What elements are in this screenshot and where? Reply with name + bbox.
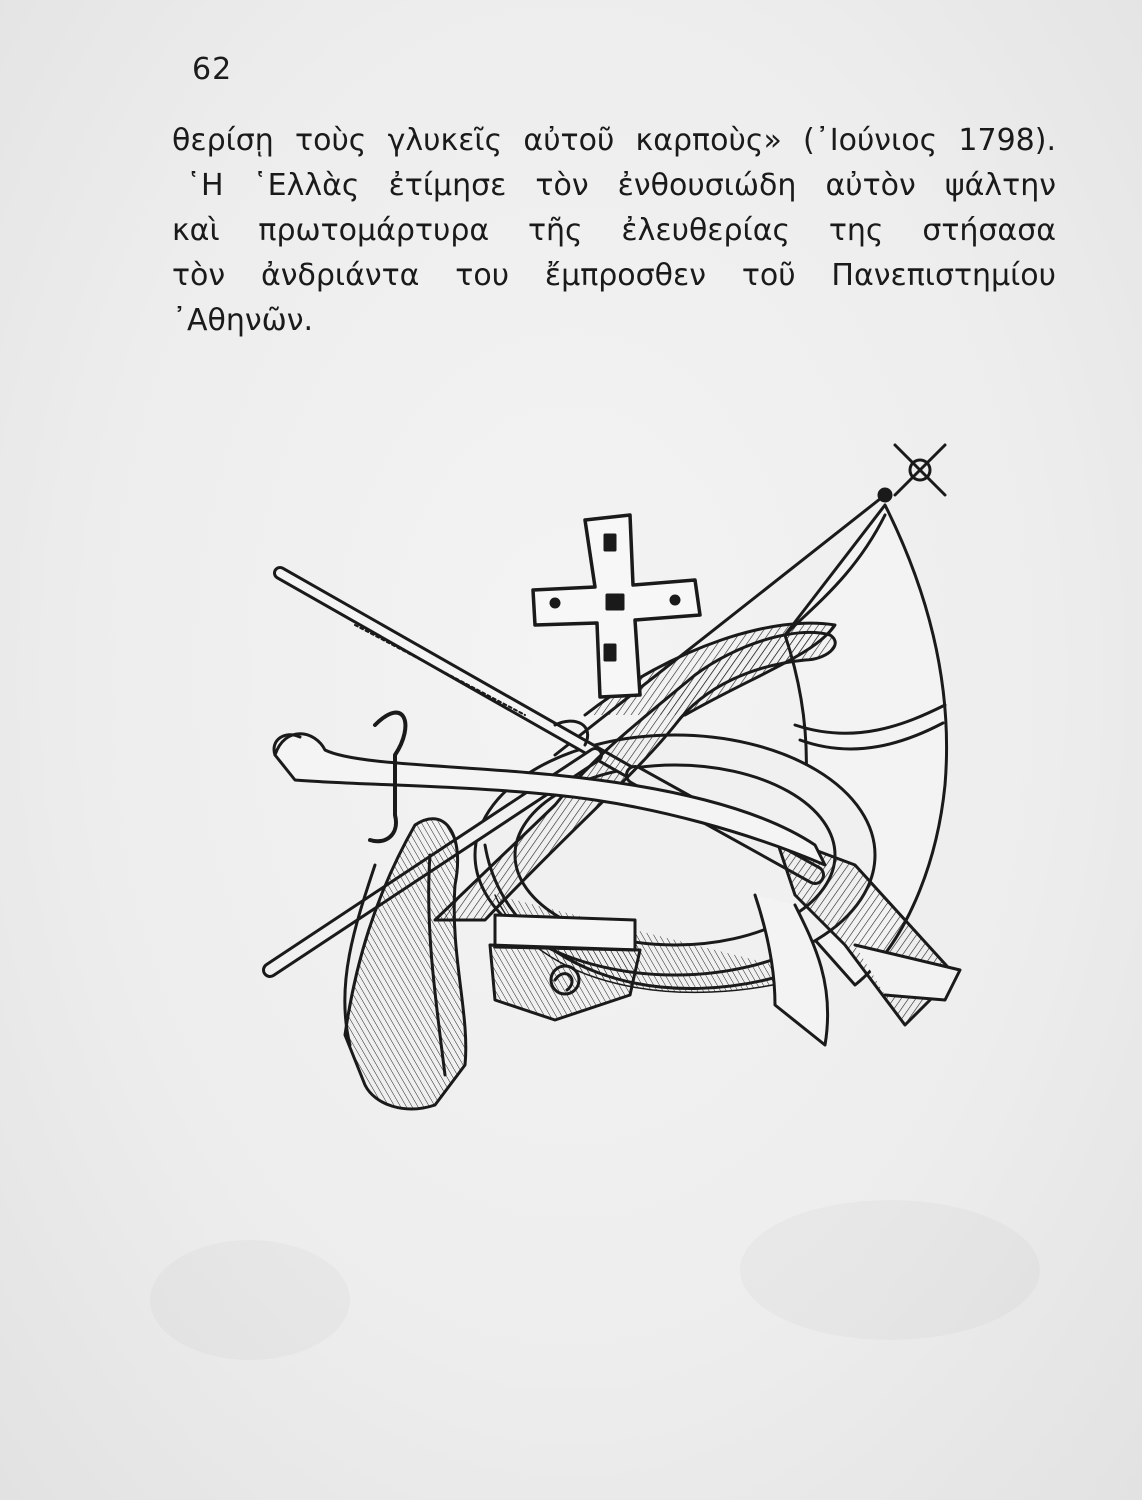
text-line: ᾿Αθηνῶν. xyxy=(172,303,314,338)
text-line: θερίσῃ τοὺς γλυκεῖς αὐτοῦ καρποὺς» (᾿Ιούνιος 1798). xyxy=(172,123,1056,158)
text-line: τὸν ἀνδριάντα του ἔμπροσθεν τοῦ Πανεπιστημίου xyxy=(172,258,1056,293)
text-line: ῾Η ῾Ελλὰς ἐτίμησε τὸν ἐνθουσιώδη αὐτὸν ψάλτην xyxy=(186,168,1056,203)
paper-stain xyxy=(740,1200,1040,1340)
page-number: 62 xyxy=(192,52,233,87)
paper-stain xyxy=(150,1240,350,1360)
text-line: καὶ πρωτομάρτυρα τῆς ἐλευθερίας της στήσασα xyxy=(172,213,1056,248)
drapery xyxy=(345,819,466,1109)
trophy-of-arms-engraving-icon xyxy=(255,425,975,1115)
body-text xyxy=(172,118,1056,343)
